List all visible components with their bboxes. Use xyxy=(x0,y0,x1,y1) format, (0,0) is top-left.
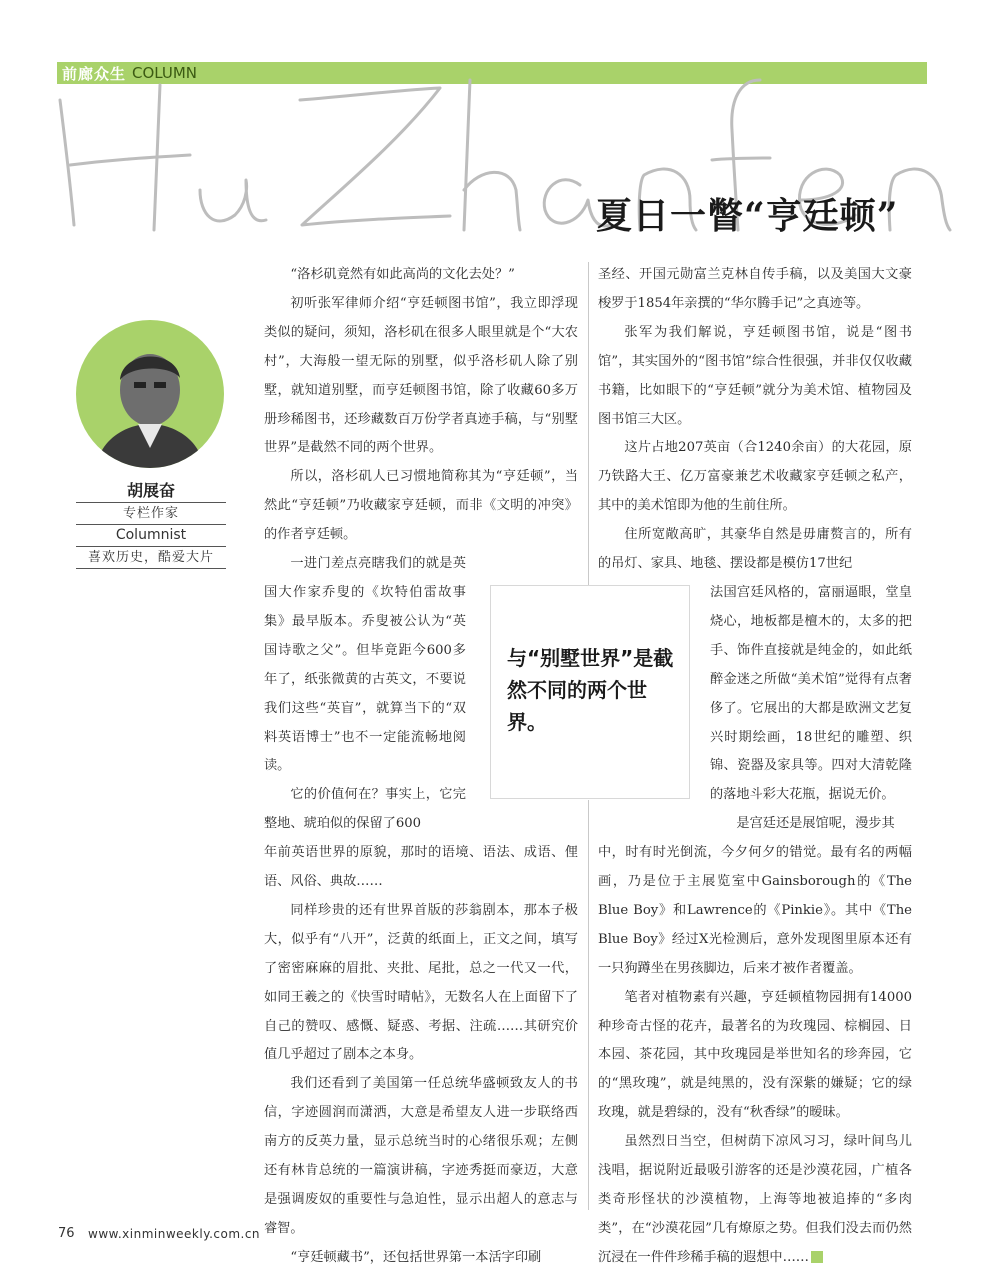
paragraph: 所以，洛杉矶人已习惯地简称其为“亨廷顿”，当然此“亨廷顿”乃收藏家亨廷顿，而非《文明的冲突》的作者亨廷顿。 xyxy=(264,469,578,543)
article-title: 夏日一瞥“亨廷顿” xyxy=(596,195,899,237)
author-role-en: Columnist xyxy=(76,524,226,546)
paragraph: 同样珍贵的还有世界首版的莎翁剧本，那本子极大，似乎有“八开”，泛黄的纸面上，正文之间，填写了密密麻麻的眉批、夹批、尾批，总之一代又一代，如同王羲之的《快雪时晴帖》，无数名人在上面留下了自己的赞叹、感慨、疑惑、考据、注疏……其研究价值几乎超过了剧本之本身。 xyxy=(264,902,578,1063)
author-bio: 喜欢历史，酷爱大片 xyxy=(76,546,226,569)
author-avatar xyxy=(76,320,224,468)
paragraph: 住所宽敞高旷，其豪华自然是毋庸赘言的，所有的吊灯、家具、地毯、摆设都是模仿17世纪 xyxy=(598,527,912,572)
paragraph: 这片占地207英亩（合1240余亩）的大花园，原乃铁路大王、亿万富豪兼艺术收藏家亨廷顿之私产，其中的美术馆即为他的生前住所。 xyxy=(598,440,912,514)
paragraph xyxy=(598,1128,912,1273)
page-number: 76 xyxy=(58,1226,75,1241)
paragraph: 是宫廷还是展馆呢，漫步其 xyxy=(736,816,895,832)
paragraph: 法国宫廷风格的，富丽逼眼，堂皇烧心，地板都是檀木的，太多的把手、饰件直接就是纯金的，如此纸醉金迷之所做“美术馆”觉得有点奢侈了。它展出的大都是欧洲文艺复兴时期绘画，18世纪的雕塑、织锦、瓷器及家具等。四对大清乾隆的落地斗彩大花瓶，据说无价。 xyxy=(710,584,912,803)
end-mark-icon xyxy=(811,1251,823,1263)
author-name: 胡展奋 xyxy=(126,481,175,500)
paragraph: 笔者对植物素有兴趣，亨廷顿植物园拥有14000种珍奇古怪的花卉，最著名的为玫瑰园、棕榈园、日本园、茶花园，其中玫瑰园是举世知名的珍奔园，它的“黑玫瑰”，就是纯黑的，没有深紫的嫌疑；它的绿玫瑰，就是碧绿的，没有“秋香绿”的暧昧。 xyxy=(598,989,912,1121)
section-label-en: COLUMN xyxy=(132,64,198,82)
paragraph: “洛杉矶竟然有如此高尚的文化去处？” xyxy=(290,267,515,282)
column-divider xyxy=(588,800,589,1210)
section-label-cn: 前廊众生 xyxy=(62,65,127,83)
paragraph: 张军为我们解说，亨廷顿图书馆，说是“图书馆”，其实国外的“图书馆”综合性很强，并非仅仅收藏书籍，比如眼下的“亨廷顿”就分为美术馆、植物园及图书馆三大区。 xyxy=(598,324,912,427)
paragraph: 一进门差点亮瞎我们的就是英国大作家乔叟的《坎特伯雷故事集》最早版本。乔叟被公认为“英国诗歌之父”。但毕竟距今600多年了，纸张微黄的古英文，不要说我们这些“英盲”，就算当下的“双料英语博士”也不一定能流畅地阅读。 xyxy=(264,556,466,774)
paragraph: 我们还看到了美国第一任总统华盛顿致友人的书信，字迹圆润而潇洒，大意是希望友人进一步联络西南方的反英力量，显示总统当时的心绪很乐观；左侧还有林肯总统的一篇演讲稿，字迹秀挺而豪迈，大意是强调废奴的重要性与急迫性，显示出超人的意志与睿智。 xyxy=(264,1076,578,1236)
author-info xyxy=(76,480,226,569)
footer-url: www.xinminweekly.com.cn xyxy=(88,1227,261,1241)
column-divider xyxy=(588,262,589,592)
pull-quote: 与“别墅世界”是截然不同的两个世界。 xyxy=(507,646,674,734)
paragraph: 它的价值何在？事实上，它完整地、琥珀似的保留了600 xyxy=(264,787,466,832)
author-role-cn: 专栏作家 xyxy=(76,502,226,524)
paragraph: 圣经、开国元勋富兰克林自传手稿，以及美国大文豪梭罗于1854年亲撰的“华尔腾手记”之真迹等。 xyxy=(598,267,912,311)
paragraph: “亨廷顿藏书”，还包括世界第一本活字印刷 xyxy=(290,1249,542,1265)
paragraph: 年前英语世界的原貌，那时的语境、语法、成语、俚语、风俗、典故…… xyxy=(264,845,578,890)
paragraph-text: 虽然烈日当空，但树荫下凉风习习，绿叶间鸟儿浅唱，据说附近最吸引游客的还是沙漠花园，广植各类奇形怪状的沙漠植物，上海等地被追捧的“多肉类”，在“沙漠花园”几有燎原之势。但我们没去而仍然沉浸在一件件珍稀手稿的遐想中…… xyxy=(598,1134,912,1265)
paragraph: 初听张军律师介绍“亨廷顿图书馆”，我立即浮现类似的疑问，须知，洛杉矶在很多人眼里就是个“大农村”，大海般一望无际的别墅，似乎洛杉矶人除了别墅，就知道别墅，而亨廷顿图书馆，除了收藏60多万册珍稀图书，还珍藏数百万份学者真迹手稿，与“别墅世界”是截然不同的两个世界。 xyxy=(264,295,578,456)
paragraph: 中，时有时光倒流，今夕何夕的错觉。最有名的两幅画，乃是位于主展览室中Gainsborough的《The Blue Boy》和Lawrence的《Pinkie》。其中《The Blue Boy》经过X光检测后，意外发现图里原本还有一只狗蹲坐在男孩脚边，后来才被作者覆盖。 xyxy=(598,845,912,976)
